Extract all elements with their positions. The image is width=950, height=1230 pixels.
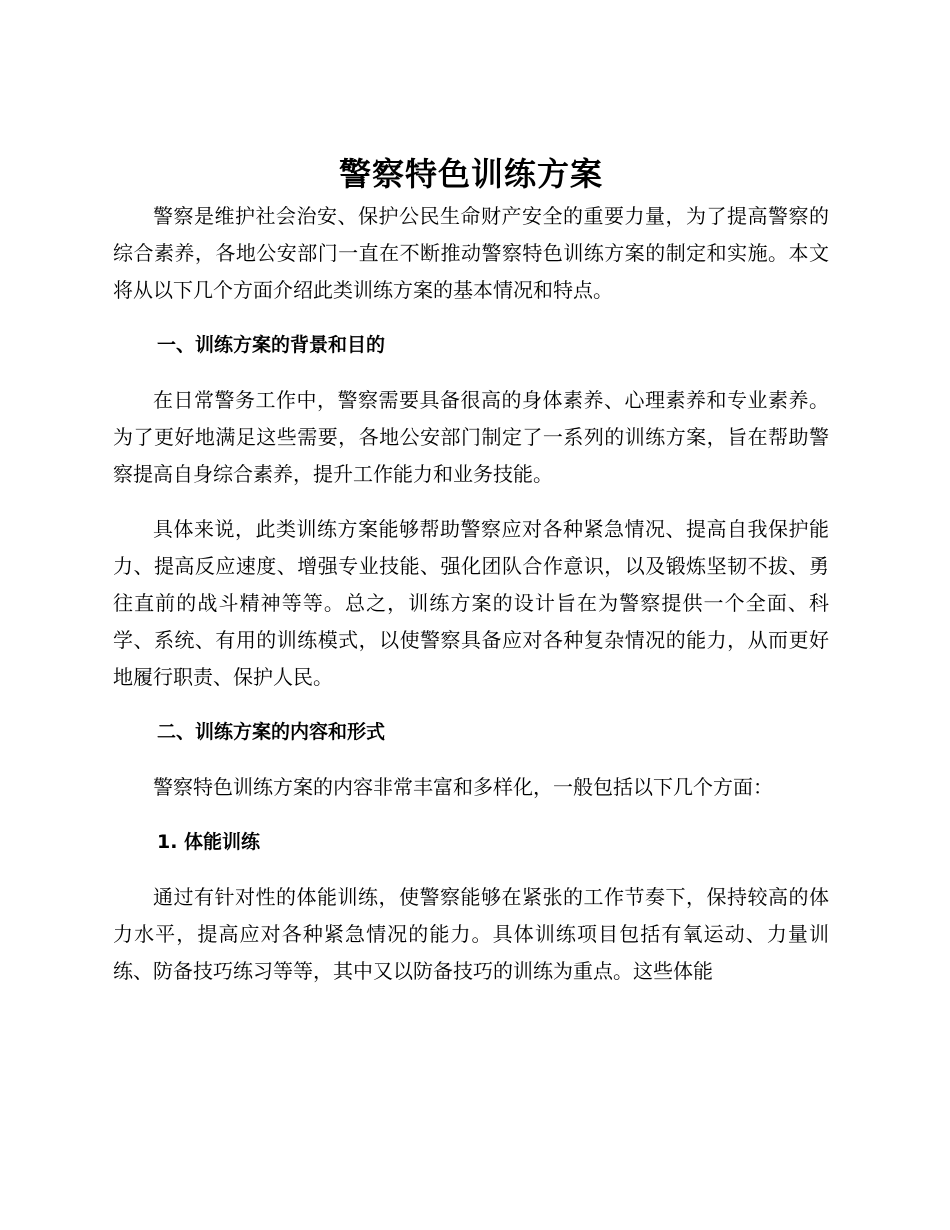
subsection-paragraph-1: 通过有针对性的体能训练，使警察能够在紧张的工作节奏下，保持较高的体力水平，提高应对各种紧急情况的能力。具体训练项目包括有氧运动、力量训练、防备技巧练习等等，其中又以防备技巧的训练为重点。这些体能 (113, 885, 829, 983)
spacer (113, 806, 829, 824)
subsection-heading-physical-training: 1. 体能训练 (157, 831, 261, 853)
section-heading-content: 二、训练方案的内容和形式 (157, 721, 386, 743)
document-body (113, 150, 829, 990)
section1-paragraph-2: 具体来说，此类训练方案能够帮助警察应对各种紧急情况、提高自我保护能力、提高反应速度、增强专业技能、强化团队合作意识，以及锻炼坚韧不拔、勇往直前的战斗精神等等。总之，训练方案的设计旨在为警察提供一个全面、科学、系统、有用的训练模式，以使警察具备应对各种复杂情况的能力，从而更好地履行职责、保护人民。 (113, 517, 829, 689)
section-heading-background: 一、训练方案的背景和目的 (157, 334, 386, 356)
spacer (113, 493, 829, 511)
document-title: 警察特色训练方案 (338, 155, 603, 193)
section2-paragraph-1: 警察特色训练方案的内容非常丰富和多样化，一般包括以下几个方面： (153, 775, 773, 799)
spacer (113, 751, 829, 769)
spacer (113, 861, 829, 879)
spacer (113, 696, 829, 714)
intro-paragraph: 警察是维护社会治安、保护公民生命财产安全的重要力量，为了提高警察的综合素养，各地公安部门一直在不断推动警察特色训练方案的制定和实施。本文将从以下几个方面介绍此类训练方案的基本情况和特点。 (113, 204, 829, 302)
spacer (113, 364, 829, 382)
spacer (113, 309, 829, 327)
section1-paragraph-1: 在日常警务工作中，警察需要具备很高的身体素养、心理素养和专业素养。为了更好地满足这些需要，各地公安部门制定了一系列的训练方案，旨在帮助警察提高自身综合素养，提升工作能力和业务技能。 (113, 388, 829, 486)
